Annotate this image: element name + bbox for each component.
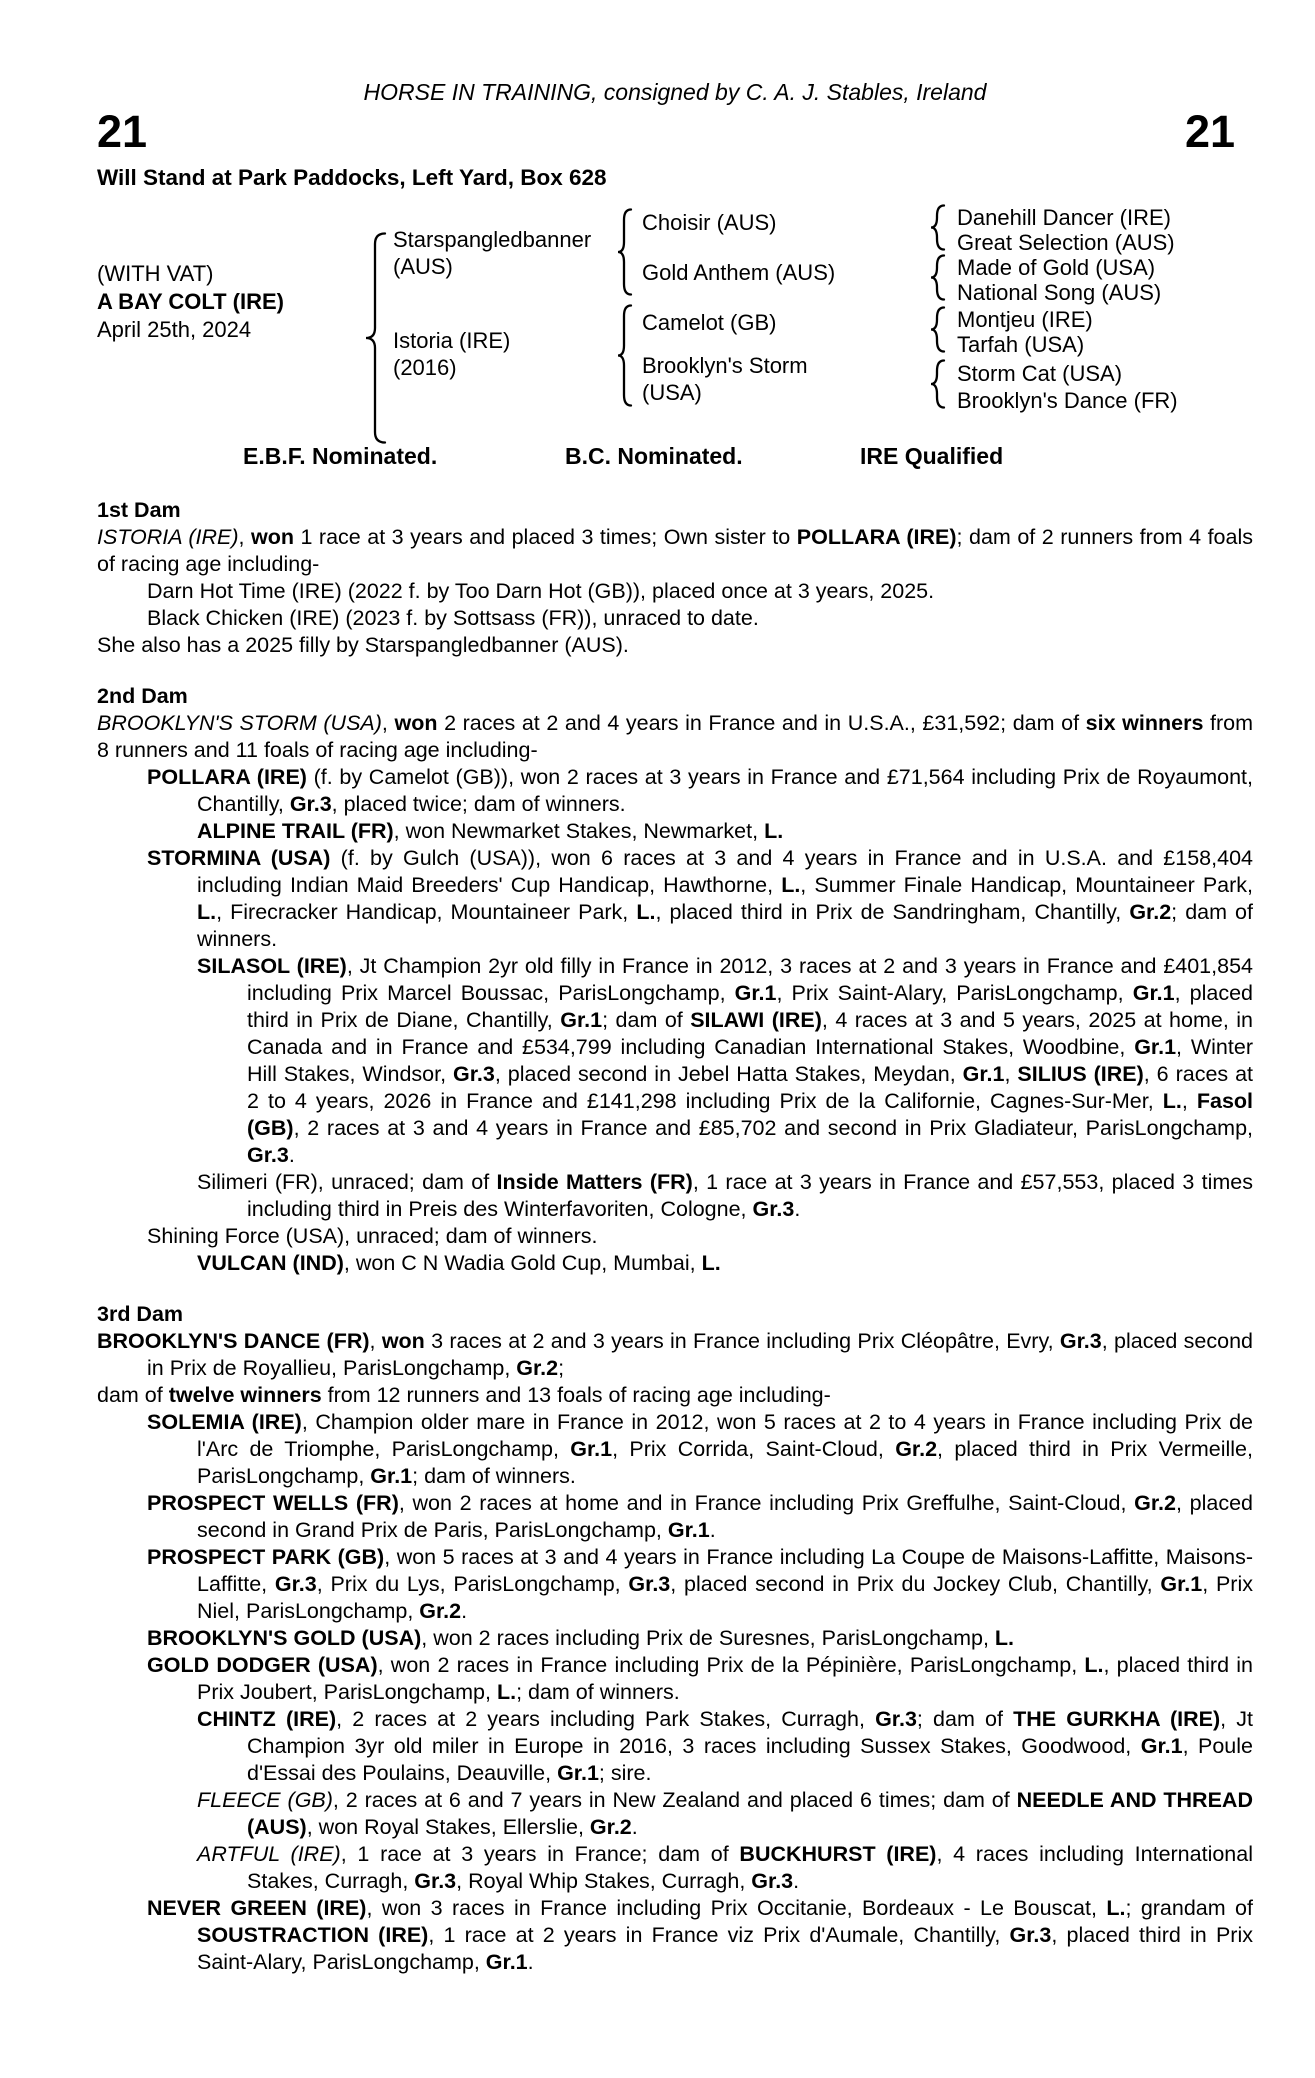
pedigree-table — [97, 199, 1253, 421]
text-run: Gr.2 — [419, 1599, 462, 1623]
text-run: GOLD DODGER (USA) — [147, 1653, 378, 1677]
text-run: . — [461, 1599, 468, 1623]
text-run: L. — [496, 1680, 517, 1704]
text-run: 2 races at 2 and 4 years in France and in U.S.A., £31,592; dam of — [437, 711, 1086, 735]
pedigree-brace — [930, 254, 946, 301]
text-run: Gr.3 — [247, 1143, 289, 1167]
dam-section-heading: 3rd Dam — [97, 1302, 184, 1326]
text-run: , 4 races at 3 and 5 years, 2025 at home, in Canada and in France and £534,799 including Canadian International Stakes, Woodbine, — [247, 1008, 1254, 1059]
lot-number-left: 21 — [97, 106, 148, 157]
text-run: , placed second in Prix de Royallieu, ParisLongchamp, — [147, 1329, 1253, 1380]
text-run: BUCKHURST (IRE) — [739, 1842, 937, 1866]
text-run: BROOKLYN'S DANCE (FR) — [97, 1329, 370, 1353]
text-run: , won 2 races including Prix de Suresnes, ParisLongchamp, — [421, 1626, 995, 1650]
ggp-name: Danehill Dancer (IRE) — [957, 205, 1171, 230]
text-run: Gr.2 — [516, 1356, 559, 1380]
text-run: , 4 races including International Stakes, Curragh, — [247, 1842, 1253, 1893]
text-run: Gr.1 — [1160, 1572, 1203, 1596]
text-run: , won 2 races at home and in France including Prix Greffulhe, Saint-Cloud, — [398, 1491, 1135, 1515]
text-run: POLLARA (IRE) — [796, 525, 957, 549]
text-run: ; dam of — [916, 1707, 1014, 1731]
text-run: six winners — [1085, 711, 1204, 735]
dam-sire-name: Camelot (GB) — [642, 310, 777, 335]
text-run: . — [631, 1815, 638, 1839]
text-run: ISTORIA (IRE) — [97, 525, 239, 549]
text-run: PROSPECT WELLS (FR) — [147, 1491, 399, 1515]
text-run: CHINTZ (IRE) — [197, 1707, 337, 1731]
text-run: , 1 race at 3 years in France; dam of — [340, 1842, 740, 1866]
dam-suffix: (2016) — [393, 355, 457, 380]
text-run: BROOKLYN'S GOLD (USA) — [147, 1626, 422, 1650]
pedigree-brace — [930, 306, 946, 353]
text-run: ARTFUL (IRE) — [197, 1842, 341, 1866]
text-run: , Summer Finale Handicap, Mountaineer Park, — [800, 873, 1253, 897]
text-run: , — [1181, 1089, 1197, 1113]
text-run: , placed third in Prix Joubert, ParisLongchamp, — [197, 1653, 1253, 1704]
lot-number-right: 21 — [1184, 106, 1235, 157]
text-run: Gr.1 — [1132, 981, 1175, 1005]
text-run: , 2 races at 3 and 4 years in France and £85,702 and second in Prix Gladiateur, ParisLongchamp, — [293, 1116, 1253, 1140]
text-run: , won 3 races in France including Prix Occitanie, Bordeaux - Le Bouscat, — [366, 1896, 1107, 1920]
dam-dam-suffix: (USA) — [642, 380, 702, 405]
text-run: Gr.2 — [589, 1815, 632, 1839]
text-run: Gr.1 — [485, 1950, 528, 1974]
pedigree-brace — [930, 204, 946, 251]
catalogue-paragraph — [97, 1382, 1253, 1409]
text-run: , Jt Champion 3yr old miler in Europe in 2016, 3 races including Sussex Stakes, Goodwood, — [247, 1707, 1254, 1758]
text-run: , placed third in Prix de Sandringham, Chantilly, — [655, 900, 1130, 924]
text-run: , won 5 races at 3 and 4 years in France including La Coupe de Maisons-Laffitte, Maisons-Laffitte, — [197, 1545, 1253, 1596]
text-run: L. — [994, 1626, 1015, 1650]
text-run: from 8 runners and 11 foals of racing age including- — [97, 711, 1254, 762]
text-run: Silimeri (FR), unraced; dam of — [197, 1170, 497, 1194]
ggp-name: Montjeu (IRE) — [957, 307, 1093, 332]
dam-section-heading: 1st Dam — [97, 498, 181, 522]
text-run: , Prix du Lys, ParisLongchamp, — [316, 1572, 629, 1596]
text-run: ALPINE TRAIL (FR) — [197, 819, 394, 843]
text-run: , — [381, 711, 395, 735]
text-run: Gr.3 — [628, 1572, 671, 1596]
text-run: ; dam of 2 runners from 4 foals of racing age including- — [97, 525, 1253, 576]
text-run: SILIUS (IRE) — [1017, 1062, 1144, 1086]
ggp-name: Storm Cat (USA) — [957, 361, 1123, 386]
text-run: twelve winners — [168, 1383, 322, 1407]
text-run: , won Royal Stakes, Ellerslie, — [306, 1815, 590, 1839]
text-run: SOLEMIA (IRE) — [147, 1410, 302, 1434]
text-run: , 6 races at 2 to 4 years, 2026 in France and £141,298 including Prix de la Californie, Cagnes-Sur-Mer, — [247, 1062, 1254, 1113]
text-run: POLLARA (IRE) — [147, 765, 307, 789]
text-run: Gr.1 — [570, 1437, 613, 1461]
text-run: , Champion older mare in France in 2012, won 5 races at 2 to 4 years in France including Prix de l'Arc de Triomphe, ParisLongchamp, — [197, 1410, 1253, 1461]
text-run: L. — [1162, 1089, 1182, 1113]
text-run: , won C N Wadia Gold Cup, Mumbai, — [343, 1251, 702, 1275]
text-run: Gr.1 — [734, 981, 777, 1005]
text-run: Gr.3 — [289, 792, 332, 816]
text-run: , 1 race at 2 years in France viz Prix d'Aumale, Chantilly, — [428, 1923, 1010, 1947]
catalogue-paragraph — [97, 1841, 1253, 1895]
catalogue-paragraph — [97, 1223, 1253, 1250]
dam-section — [97, 497, 1253, 659]
text-run: , 2 races at 6 and 7 years in New Zealand and placed 6 times; dam of — [332, 1788, 1017, 1812]
text-run: Gr.1 — [1140, 1734, 1183, 1758]
dam-section-paragraphs — [97, 710, 1253, 1277]
text-run: , placed second in Prix du Jockey Club, Chantilly, — [670, 1572, 1161, 1596]
catalogue-paragraph — [97, 845, 1253, 953]
lot-number-row — [97, 108, 1253, 156]
text-run: Gr.2 — [1134, 1491, 1176, 1515]
foal-date: April 25th, 2024 — [97, 317, 252, 342]
text-run: from 12 runners and 13 foals of racing age including- — [321, 1383, 831, 1407]
text-run: ; grandam of — [1125, 1896, 1253, 1920]
text-run: Gr.2 — [1129, 900, 1172, 924]
text-run: . — [794, 1197, 801, 1221]
catalogue-paragraph — [97, 1787, 1253, 1841]
text-run: ; sire. — [598, 1761, 652, 1785]
text-run: Gr.3 — [453, 1062, 495, 1086]
text-run: , placed twice; dam of winners. — [331, 792, 626, 816]
catalogue-paragraph — [97, 632, 1253, 659]
text-run: Gr.1 — [667, 1518, 710, 1542]
text-run: , 2 races at 2 years including Park Stakes, Curragh, — [336, 1707, 876, 1731]
pedigree-brace — [365, 232, 387, 444]
text-run: , placed second in Jebel Hatta Stakes, Meydan, — [494, 1062, 963, 1086]
text-run: dam of — [97, 1383, 169, 1407]
text-run: PROSPECT PARK (GB) — [147, 1545, 385, 1569]
text-run: Gr.3 — [1059, 1329, 1102, 1353]
catalogue-paragraph — [97, 1328, 1253, 1382]
text-run: L. — [1084, 1653, 1104, 1677]
catalogue-paragraph — [97, 710, 1253, 764]
text-run: ; dam of winners. — [516, 1680, 680, 1704]
text-run: , Jt Champion 2yr old filly in France in 2012, 3 races at 2 and 3 years in France and £401,854 including Prix Marcel Boussac, ParisLongchamp, — [247, 954, 1253, 1005]
text-run: Gr.1 — [962, 1062, 1005, 1086]
catalogue-paragraph — [97, 1652, 1253, 1706]
ggp-name: Made of Gold (USA) — [957, 255, 1156, 280]
catalogue-paragraph — [97, 818, 1253, 845]
text-run: STORMINA (USA) — [147, 846, 331, 870]
ggp-name: National Song (AUS) — [957, 280, 1162, 305]
text-run: Shining Force (USA), unraced; dam of winners. — [147, 1224, 598, 1248]
text-run: Gr.3 — [1009, 1923, 1052, 1947]
text-run: , — [238, 525, 251, 549]
text-run: BROOKLYN'S STORM (USA) — [97, 711, 382, 735]
catalogue-paragraph — [97, 1625, 1253, 1652]
ggp-name: Brooklyn's Dance (FR) — [957, 388, 1178, 413]
text-run: . — [288, 1143, 295, 1167]
text-run: Gr.1 — [1134, 1035, 1177, 1059]
catalogue-paragraph — [97, 1490, 1253, 1544]
text-run: , placed second in Grand Prix de Paris, ParisLongchamp, — [197, 1491, 1253, 1542]
catalogue-paragraph — [97, 1544, 1253, 1625]
text-run: (f. by Gulch (USA)), won 6 races at 3 and 4 years in France and in U.S.A. and £158,404 including Indian Maid Breeders' Cup Handicap, Hawthorne, — [197, 846, 1253, 897]
text-run: Gr.3 — [875, 1707, 917, 1731]
catalogue-paragraph — [97, 1409, 1253, 1490]
text-run: THE GURKHA (IRE) — [1013, 1707, 1221, 1731]
text-run: NEVER GREEN (IRE) — [147, 1896, 367, 1920]
text-run: . — [793, 1869, 800, 1893]
text-run: SILASOL (IRE) — [197, 954, 347, 978]
text-run: , Firecracker Handicap, Mountaineer Park, — [216, 900, 637, 924]
text-run: Gr.3 — [751, 1869, 794, 1893]
text-run: SOUSTRACTION (IRE) — [197, 1923, 429, 1947]
text-run: L. — [764, 819, 784, 843]
ggp-name: Tarfah (USA) — [957, 332, 1085, 357]
text-run: , 1 race at 3 years in France and £57,553, placed 3 times including third in Preis des Winterfavoriten, Cologne, — [247, 1170, 1253, 1221]
consignor-line: HORSE IN TRAINING, consigned by C. A. J. Stables, Ireland — [363, 79, 987, 105]
catalogue-paragraph — [97, 524, 1253, 578]
sire-dam-name: Gold Anthem (AUS) — [642, 260, 836, 285]
dam-section-heading: 2nd Dam — [97, 684, 188, 708]
ire-qualified-label: IRE Qualified — [860, 443, 1004, 469]
text-run: ; — [558, 1356, 565, 1380]
text-run: Inside Matters (FR) — [496, 1170, 693, 1194]
dam-dam-name: Brooklyn's Storm — [642, 353, 808, 378]
text-run: . — [527, 1950, 534, 1974]
text-run: . — [709, 1518, 716, 1542]
catalogue-paragraph — [97, 953, 1253, 1169]
stand-location-line: Will Stand at Park Paddocks, Left Yard, Box 628 — [97, 165, 607, 190]
text-run: , placed third in Prix de Diane, Chantilly, — [247, 981, 1253, 1032]
pedigree-brace — [617, 304, 633, 407]
text-run: SILAWI (IRE) — [690, 1008, 822, 1032]
catalogue-paragraph — [97, 764, 1253, 818]
text-run: , won 2 races in France including Prix de la Pépinière, ParisLongchamp, — [377, 1653, 1085, 1677]
catalogue-paragraph — [97, 1169, 1253, 1223]
sire-sire-name: Choisir (AUS) — [642, 210, 777, 235]
text-run: Gr.3 — [274, 1572, 317, 1596]
text-run: , Prix Corrida, Saint-Cloud, — [612, 1437, 896, 1461]
catalogue-paragraph — [97, 1706, 1253, 1787]
dam-section-paragraphs — [97, 524, 1253, 659]
text-run: L. — [636, 900, 656, 924]
text-run: Gr.3 — [414, 1869, 457, 1893]
text-run: VULCAN (IND) — [197, 1251, 344, 1275]
text-run: Gr.1 — [557, 1761, 599, 1785]
ggp-name: Great Selection (AUS) — [957, 230, 1175, 255]
text-run: L. — [197, 900, 217, 924]
dam-section — [97, 683, 1253, 1277]
text-run: won — [394, 711, 438, 735]
text-run: Black Chicken (IRE) (2023 f. by Sottsass (FR)), unraced to date. — [147, 606, 759, 630]
text-run: , Royal Whip Stakes, Curragh, — [456, 1869, 752, 1893]
pedigree-brace — [617, 208, 633, 296]
text-run: Fasol (GB) — [247, 1089, 1254, 1140]
text-run: won — [381, 1329, 425, 1353]
dam-section-paragraphs — [97, 1328, 1253, 1976]
text-run: ; dam of winners. — [197, 900, 1253, 951]
text-run: ; dam of winners. — [412, 1464, 576, 1488]
text-run: 3 races at 2 and 3 years in France including Prix Cléopâtre, Evry, — [424, 1329, 1060, 1353]
nominations-row — [97, 443, 1253, 473]
text-run: , placed third in Prix Saint-Alary, ParisLongchamp, — [197, 1923, 1253, 1974]
sire-suffix: (AUS) — [393, 254, 453, 279]
text-run: She also has a 2025 filly by Starspangledbanner (AUS). — [97, 633, 629, 657]
text-run: , Winter Hill Stakes, Windsor, — [247, 1035, 1253, 1086]
catalogue-page — [0, 78, 1315, 1976]
text-run: Gr.2 — [895, 1437, 938, 1461]
text-run: Darn Hot Time (IRE) (2022 f. by Too Darn Hot (GB)), placed once at 3 years, 2025. — [147, 579, 935, 603]
text-run: (f. by Camelot (GB)), won 2 races at 3 years in France and £71,564 including Prix de Royaumont, Chantilly, — [197, 765, 1253, 816]
text-run: L. — [781, 873, 801, 897]
text-run: NEEDLE AND THREAD (AUS) — [247, 1788, 1253, 1839]
text-run: , Prix Niel, ParisLongchamp, — [197, 1572, 1253, 1623]
catalogue-paragraph — [97, 1250, 1253, 1277]
dam-name: Istoria (IRE) — [393, 328, 511, 353]
dam-section — [97, 1301, 1253, 1976]
bc-nominated-label: B.C. Nominated. — [565, 443, 743, 469]
vat-note: (WITH VAT) — [97, 261, 214, 286]
text-run: , — [1004, 1062, 1018, 1086]
text-run: L. — [1106, 1896, 1126, 1920]
ebf-nominated-label: E.B.F. Nominated. — [243, 443, 438, 469]
pedigree-brace — [930, 359, 946, 409]
text-run: , Prix Saint-Alary, ParisLongchamp, — [776, 981, 1133, 1005]
text-run: , — [369, 1329, 382, 1353]
text-run: 1 race at 3 years and placed 3 times; Own sister to — [293, 525, 797, 549]
text-run: L. — [701, 1251, 721, 1275]
text-run: Gr.1 — [370, 1464, 413, 1488]
catalogue-paragraph — [97, 578, 1253, 605]
catalogue-paragraph — [97, 1895, 1253, 1976]
subject-name: A BAY COLT (IRE) — [97, 289, 285, 314]
text-run: Gr.3 — [752, 1197, 795, 1221]
text-run: , placed third in Prix Vermeille, ParisLongchamp, — [197, 1437, 1253, 1488]
sire-name: Starspangledbanner — [393, 227, 592, 252]
text-run: ; dam of — [602, 1008, 691, 1032]
text-run: Gr.1 — [560, 1008, 603, 1032]
text-run: FLEECE (GB) — [197, 1788, 333, 1812]
text-run: won — [250, 525, 294, 549]
catalogue-paragraph — [97, 605, 1253, 632]
text-run: , Poule d'Essai des Poulains, Deauville, — [247, 1734, 1253, 1785]
text-run: , won Newmarket Stakes, Newmarket, — [393, 819, 765, 843]
pedigree-text-sections — [97, 497, 1253, 1976]
